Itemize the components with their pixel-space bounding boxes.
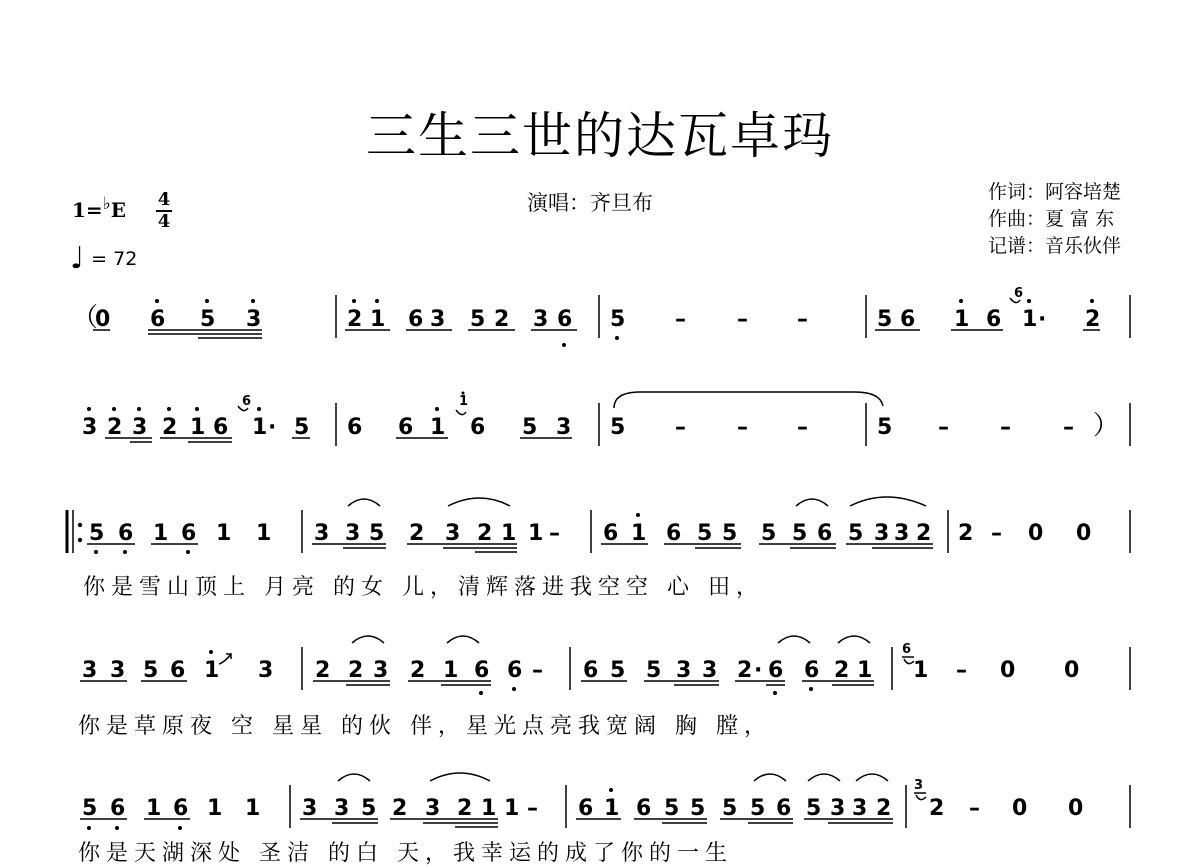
octave-dot <box>209 650 213 654</box>
note: 5 <box>697 521 713 546</box>
grace-note: 6 <box>1014 286 1024 301</box>
underlines <box>93 330 262 338</box>
note: 3 <box>373 658 389 683</box>
notation-line-5 <box>80 773 1130 830</box>
note: 1 <box>256 521 272 546</box>
note: 3 <box>430 307 446 332</box>
note: 6 <box>636 796 652 821</box>
transcriber-credit: 记谱：音乐伙伴 <box>988 235 1122 257</box>
note: 5 <box>792 521 808 546</box>
dash: – <box>532 658 543 683</box>
dash: – <box>938 415 949 440</box>
note: 3 <box>830 796 846 821</box>
note: 6 <box>817 521 833 546</box>
note: 3 <box>132 415 148 440</box>
note: 5 <box>610 415 626 440</box>
note: 1 <box>954 307 970 332</box>
note: 2 <box>409 521 425 546</box>
note: 3 <box>345 521 361 546</box>
note: 2 <box>347 307 363 332</box>
time-signature-top: 4 <box>157 189 171 210</box>
note: 6 <box>804 658 820 683</box>
note: 1 <box>252 415 268 440</box>
octave-dots <box>959 299 1094 303</box>
note: 5 <box>664 796 680 821</box>
note: 6 <box>150 307 166 332</box>
note: 5 <box>89 521 105 546</box>
note: 6 <box>213 415 229 440</box>
note: 5 <box>143 658 159 683</box>
note: 3 <box>676 658 692 683</box>
note: 6 <box>170 658 186 683</box>
note: 2 <box>348 658 364 683</box>
note: 3 <box>258 658 274 683</box>
note: 5 <box>369 521 385 546</box>
dot: · <box>268 415 277 440</box>
dash: – <box>737 307 748 332</box>
note: 3 <box>334 796 350 821</box>
tie-slur <box>614 392 883 408</box>
note: 3 <box>702 658 718 683</box>
rest: 0 <box>1064 658 1080 683</box>
note: 6 <box>474 658 490 683</box>
key-note: E <box>110 198 126 222</box>
note: 2 <box>410 658 426 683</box>
dash: – <box>1063 415 1074 440</box>
octave-dot <box>615 336 619 340</box>
note: 6 <box>578 796 594 821</box>
note: 2 <box>392 796 408 821</box>
note: 6 <box>557 307 573 332</box>
note: 1 <box>857 658 873 683</box>
note: 2 <box>162 415 178 440</box>
lyric-line-3: 你是天湖深处 圣洁 的白 天，我幸运的成了你的一生 <box>78 841 733 866</box>
note: 1 <box>207 796 223 821</box>
note: 5 <box>646 658 662 683</box>
note: 5 <box>470 307 486 332</box>
note: 3 <box>874 521 890 546</box>
note: 1 <box>430 415 446 440</box>
note: 2 <box>737 658 753 683</box>
lyric-line-1: 你是雪山顶上 月亮 的女 儿，清辉落进我空空 心 田， <box>83 575 764 600</box>
note: 2 <box>929 796 945 821</box>
note: 3 <box>82 658 98 683</box>
note: 3 <box>852 796 868 821</box>
note: 3 <box>894 521 910 546</box>
grace-note: 1 <box>459 394 469 409</box>
note: 6 <box>347 415 363 440</box>
note: 3 <box>425 796 441 821</box>
octave-dot <box>609 788 613 792</box>
note: 1 <box>1022 307 1038 332</box>
note: 1 <box>190 415 206 440</box>
note: 5 <box>294 415 310 440</box>
note: 1 <box>481 796 497 821</box>
note: 5 <box>522 415 538 440</box>
note: 3 <box>246 307 262 332</box>
note: 2 <box>315 658 331 683</box>
repeat-dot <box>78 523 82 527</box>
note: 6 <box>181 521 197 546</box>
note: 5 <box>82 796 98 821</box>
octave-dots <box>87 826 182 830</box>
key-prefix: 1= <box>72 198 103 222</box>
note: 3 <box>314 521 330 546</box>
grace-note: 6 <box>902 642 912 657</box>
note: 6 <box>408 307 424 332</box>
close-paren: ） <box>1093 411 1120 441</box>
lyricist-credit: 作词：阿容培楚 <box>988 181 1122 203</box>
note: 5 <box>806 796 822 821</box>
note: 2 <box>457 796 473 821</box>
dash: – <box>675 307 686 332</box>
note: 6 <box>118 521 134 546</box>
note: 6 <box>173 796 189 821</box>
note: 2 <box>876 796 892 821</box>
notation-line-4 <box>80 636 1130 695</box>
note: 2 <box>494 307 510 332</box>
note: 6 <box>603 521 619 546</box>
composer-credit: 作曲：夏 富 东 <box>988 208 1115 230</box>
grace-note: 3 <box>914 778 924 793</box>
note: 5 <box>877 415 893 440</box>
dash: – <box>527 796 538 821</box>
dash: – <box>1000 415 1011 440</box>
note: 3 <box>82 415 98 440</box>
note: 6 <box>666 521 682 546</box>
octave-dot <box>636 513 640 517</box>
note: 6 <box>507 658 523 683</box>
note: 1 <box>604 796 620 821</box>
dash: – <box>675 415 686 440</box>
note: 3 <box>110 658 126 683</box>
note: 5 <box>361 796 377 821</box>
notation-line-1 <box>72 286 1130 347</box>
note: 5 <box>610 307 626 332</box>
repeat-dot <box>78 538 82 542</box>
note: 3 <box>556 415 572 440</box>
note: 1 <box>443 658 459 683</box>
note: 6 <box>776 796 792 821</box>
grace-mark <box>914 793 926 800</box>
dash: – <box>737 415 748 440</box>
octave-dots <box>479 687 516 695</box>
octave-dots <box>155 299 255 303</box>
note: 1 <box>146 796 162 821</box>
note: 6 <box>110 796 126 821</box>
note: 2 <box>107 415 123 440</box>
dot: · <box>1038 307 1047 332</box>
underlines-and-slurs <box>313 636 491 685</box>
rest: 0 <box>1012 796 1028 821</box>
note: 1 <box>913 658 929 683</box>
song-title: 三生三世的达瓦卓玛 <box>366 107 834 165</box>
note: 0 <box>95 307 111 332</box>
note: 2 <box>916 521 932 546</box>
dot: · <box>754 658 763 683</box>
note: 2 <box>834 658 850 683</box>
time-signature-bottom: 4 <box>157 211 171 232</box>
note: 5 <box>690 796 706 821</box>
octave-dots <box>94 550 190 554</box>
note: 5 <box>848 521 864 546</box>
note: 5 <box>722 796 738 821</box>
note: 6 <box>470 415 486 440</box>
note: 3 <box>533 307 549 332</box>
note: 3 <box>445 521 461 546</box>
note: 1 <box>631 521 647 546</box>
note: 1 <box>204 658 220 683</box>
open-paren: （ <box>72 303 99 333</box>
octave-dots <box>87 407 261 411</box>
notation-line-3 <box>67 497 1130 554</box>
octave-dots <box>773 687 813 695</box>
rest: 0 <box>1076 521 1092 546</box>
note: 6 <box>986 307 1002 332</box>
dash: – <box>991 521 1002 546</box>
rest: 0 <box>1000 658 1016 683</box>
note: 5 <box>722 521 738 546</box>
flat-symbol: ♭ <box>102 194 111 214</box>
lyric-line-2: 你是草原夜 空 星星 的伙 伴，星光点亮我宽阔 胸 膛， <box>78 714 772 739</box>
note: 5 <box>877 307 893 332</box>
quarter-note-icon: ♩ <box>70 241 85 276</box>
note: 6 <box>768 658 784 683</box>
note: 2 <box>958 521 974 546</box>
note: 1 <box>504 796 520 821</box>
tempo-value: = 72 <box>91 248 138 270</box>
dash: – <box>969 796 980 821</box>
note: 1 <box>245 796 261 821</box>
dash: – <box>956 658 967 683</box>
note: 6 <box>900 307 916 332</box>
dash: – <box>797 415 808 440</box>
note: 1 <box>528 521 544 546</box>
note: 6 <box>583 658 599 683</box>
note: 5 <box>761 521 777 546</box>
dash: – <box>549 521 560 546</box>
note: 6 <box>398 415 414 440</box>
note: 5 <box>750 796 766 821</box>
notation-line-2 <box>82 392 1130 447</box>
note: 5 <box>200 307 216 332</box>
rest: 0 <box>1068 796 1084 821</box>
singer-credit: 演唱：齐旦布 <box>527 191 653 215</box>
note: 2 <box>477 521 493 546</box>
grace-note: 6 <box>242 394 252 409</box>
rest: 0 <box>1028 521 1044 546</box>
note: 1 <box>501 521 517 546</box>
note: 1 <box>153 521 169 546</box>
dash: – <box>797 307 808 332</box>
note: 3 <box>302 796 318 821</box>
note: 2 <box>1085 307 1101 332</box>
note: 1 <box>370 307 386 332</box>
note: 5 <box>610 658 626 683</box>
note: 1 <box>216 521 232 546</box>
